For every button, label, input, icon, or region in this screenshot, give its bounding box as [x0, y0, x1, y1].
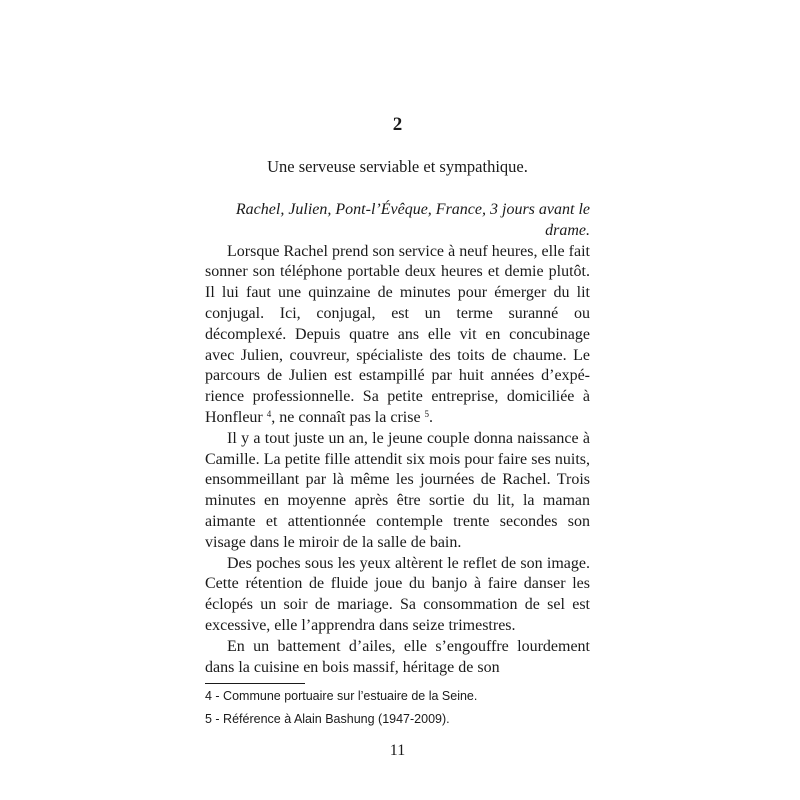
paragraph-1-text-end: .	[429, 408, 434, 426]
body-text	[205, 200, 590, 678]
chapter-title: Une serveuse serviable et sympathique.	[267, 157, 528, 176]
footnote-ref-5: 5	[424, 408, 430, 419]
footnote-divider	[205, 683, 305, 684]
paragraph-1-text: Lorsque Rachel prend son service à neuf heures, elle fait sonner son téléphone portable deux heures et demie plutôt. Il lui faut une quinzaine de minutes pour émerger du lit conjugal. Ici, conjugal, est un terme suranné ou décomplexé. Depuis quatre ans elle vit en concubinage avec Julien, couvreur, spécialiste des toits de chaume. Le parcours de Julien est estampillé par huit années d’expérience professionnelle. Sa petite entreprise, domiciliée à Honfleur	[205, 242, 590, 426]
paragraph-1	[205, 242, 590, 429]
paragraph-2: Il y a tout juste un an, le jeune couple donna naissance à Camille. La petite fille attendit six mois pour faire ses nuits, ensommeillant par là même les journées de Rachel. Trois minutes en moyenne après être sortie du lit, la maman aimante et attentionnée contemple trente secondes son visage dans le miroir de la salle de bain.	[205, 429, 590, 551]
footnote-5: 5 - Référence à Alain Bashung (1947-2009).	[205, 712, 450, 726]
scene-line: Rachel, Julien, Pont-l’Évêque, France, 3 jours avant le drame.	[235, 201, 590, 239]
paragraph-1-text-mid: , ne connaît pas la crise	[271, 408, 425, 426]
footnote-ref-4: 4	[266, 408, 272, 419]
paragraph-3: Des poches sous les yeux altèrent le reflet de son image. Cette rétention de fluide joue du banjo à faire danser les éclopés un soir de mariage. Sa consommation de sel est excessive, elle l’apprendra dans seize trimestres.	[205, 554, 590, 634]
footnote-4: 4 - Commune portuaire sur l’estuaire de la Seine.	[205, 689, 478, 703]
book-page	[205, 0, 590, 800]
chapter-number: 2	[392, 114, 403, 135]
page-number: 11	[389, 742, 406, 759]
paragraph-4: En un battement d’ailes, elle s’engouffre lourdement dans la cuisine en bois massif, héritage de son	[205, 637, 590, 676]
